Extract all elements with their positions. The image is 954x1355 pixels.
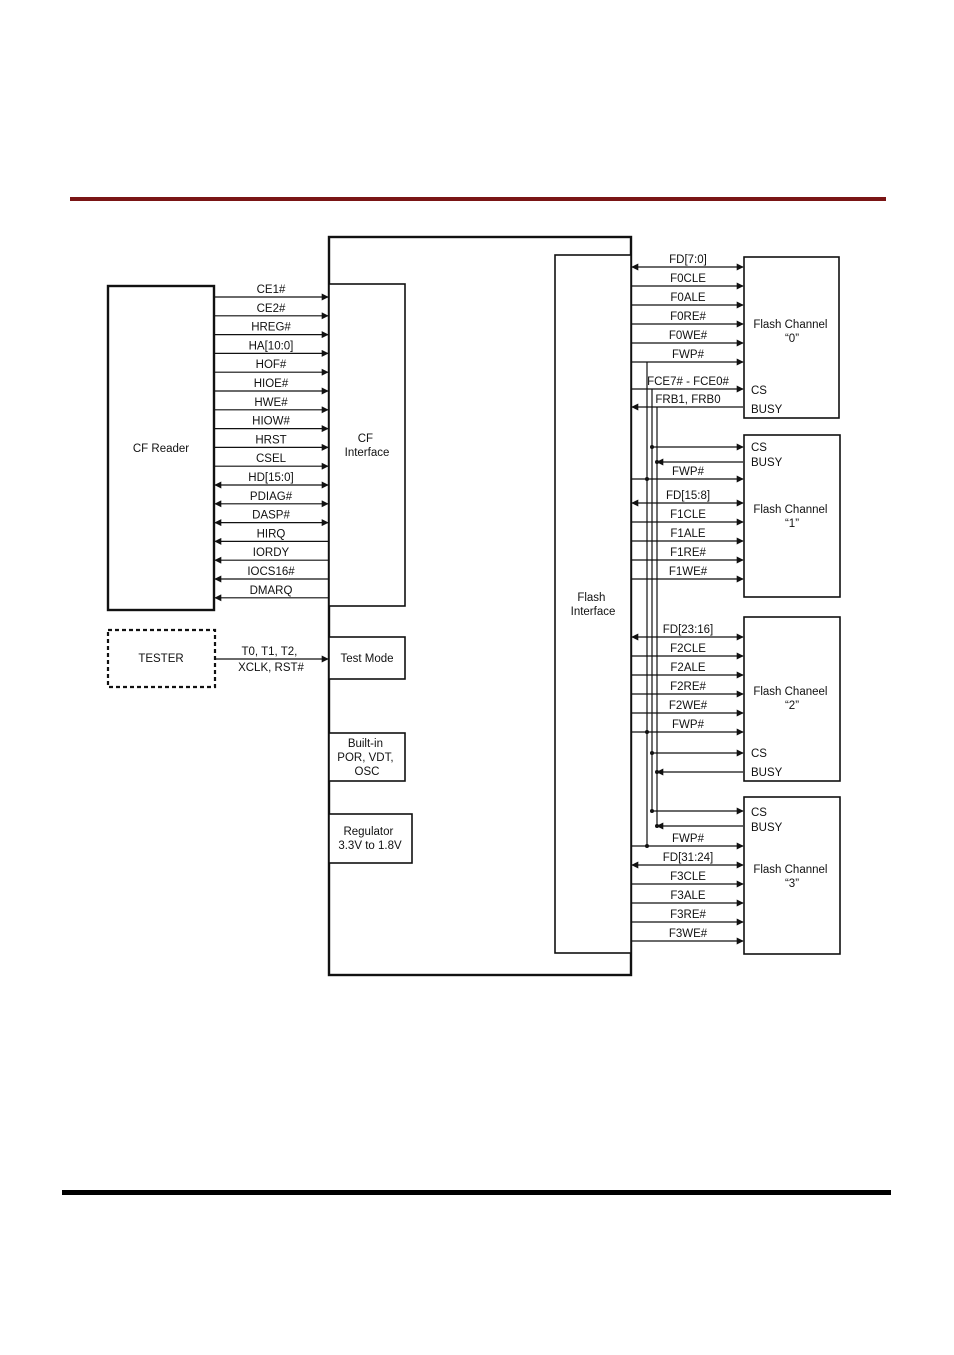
top-rule: [70, 197, 886, 201]
host-signal-label: HIRQ: [256, 528, 286, 541]
flash-channel-1-label: Flash Channel “1”: [753, 504, 828, 530]
channel3-cs-pin: CS: [751, 807, 767, 819]
tester-signal-label: T0, T1, T2, XCLK, RST#: [238, 646, 304, 674]
channel1-cs-pin: CS: [751, 442, 767, 454]
flash-signal-label: FD[15:8]: [665, 490, 711, 502]
host-signal-label: CE2#: [256, 302, 286, 315]
flash-signal-label: F2ALE: [670, 662, 706, 674]
flash-interface-label: Flash Interface: [570, 592, 616, 618]
host-signal-label: HWE#: [254, 396, 288, 409]
flash-channel-3-label: Flash Channel “3”: [753, 864, 828, 890]
flash-signal-label: F3RE#: [670, 909, 706, 921]
junction-dot: [650, 751, 654, 755]
host-signal-label: PDIAG#: [249, 490, 293, 503]
tester-label: TESTER: [138, 653, 184, 665]
flash-signal-label: F2RE#: [670, 681, 706, 693]
flash-channel-2-label: Flash Chaneel “2”: [753, 686, 828, 712]
host-signal-label: HREG#: [251, 321, 291, 334]
host-signal-label: IORDY: [252, 547, 290, 560]
regulator-block: [329, 814, 412, 863]
host-signal-label: HD[15:0]: [248, 472, 294, 484]
flash-signal-label: FWP#: [672, 719, 704, 731]
flash-signal-label: FWP#: [672, 349, 704, 361]
builtin-label: Built-in POR, VDT, OSC: [337, 738, 394, 778]
flash-signal-label: F1CLE: [670, 509, 706, 521]
host-signal-label: CSEL: [255, 453, 287, 466]
flash-signal-label: FD[31:24]: [662, 852, 714, 864]
junction-dot: [645, 730, 649, 734]
flash-signal-label: FWP#: [672, 466, 704, 478]
flash-signal-label: FRB1, FRB0: [655, 394, 721, 406]
flash-signal-label: F3WE#: [668, 928, 708, 940]
junction-dot: [645, 477, 649, 481]
junction-dot: [645, 844, 649, 848]
channel1-busy-pin: BUSY: [751, 457, 783, 469]
junction-dot: [650, 445, 654, 449]
channel2-cs-pin: CS: [751, 748, 767, 760]
host-signal-label: HIOW#: [252, 415, 290, 428]
test-mode-label: Test Mode: [340, 653, 394, 665]
host-signal-label: HOF#: [255, 359, 287, 372]
flash-signal-label: F3CLE: [670, 871, 706, 883]
cf-interface-label: CF Interface: [344, 433, 390, 459]
host-bus: [215, 284, 328, 598]
flash-signal-label: FD[23:16]: [662, 624, 714, 636]
junction-dot: [650, 809, 654, 813]
regulator-label: Regulator 3.3V to 1.8V: [338, 826, 402, 852]
junction-dot: [655, 824, 659, 828]
flash-signal-label: F1ALE: [670, 528, 706, 540]
flash-signal-label: FWP#: [672, 833, 704, 845]
host-signal-label: HRST: [255, 434, 287, 447]
flash-signal-label: F3ALE: [670, 890, 706, 902]
host-signal-label: CE1#: [256, 284, 286, 296]
flash-signal-label: F2CLE: [670, 643, 706, 655]
host-signal-label: HA[10:0]: [248, 340, 294, 353]
cf-interface-block: [329, 284, 405, 606]
channel0-cs-pin: CS: [751, 385, 767, 397]
flash-signal-label: F0WE#: [668, 330, 708, 342]
channel3-busy-pin: BUSY: [751, 822, 783, 834]
flash-signal-label: F2WE#: [668, 700, 708, 712]
flash-signal-label: FCE7# - FCE0#: [647, 376, 729, 388]
bottom-rule: [62, 1190, 891, 1195]
channel2-busy-pin: BUSY: [751, 767, 783, 779]
host-signal-label: DASP#: [252, 509, 290, 522]
host-signal-label: DMARQ: [249, 584, 293, 597]
channel0-busy-pin: BUSY: [751, 404, 783, 416]
flash-bus: [632, 254, 743, 941]
junction-dot: [655, 770, 659, 774]
flash-interface-block: [555, 255, 631, 953]
host-signal-label: HIOE#: [253, 378, 289, 390]
flash-signal-label: F0ALE: [670, 292, 706, 304]
cf-reader-label: CF Reader: [132, 443, 190, 455]
flash-signal-label: F0CLE: [670, 273, 706, 285]
flash-channel-0-label: Flash Channel “0”: [753, 319, 828, 345]
flash-signal-label: F0RE#: [670, 311, 706, 323]
host-signal-label: IOCS16#: [247, 566, 295, 578]
flash-signal-label: F1RE#: [670, 547, 706, 559]
flash-signal-label: FD[7:0]: [669, 254, 707, 266]
junction-dot: [655, 460, 659, 464]
flash-signal-label: F1WE#: [668, 566, 708, 578]
